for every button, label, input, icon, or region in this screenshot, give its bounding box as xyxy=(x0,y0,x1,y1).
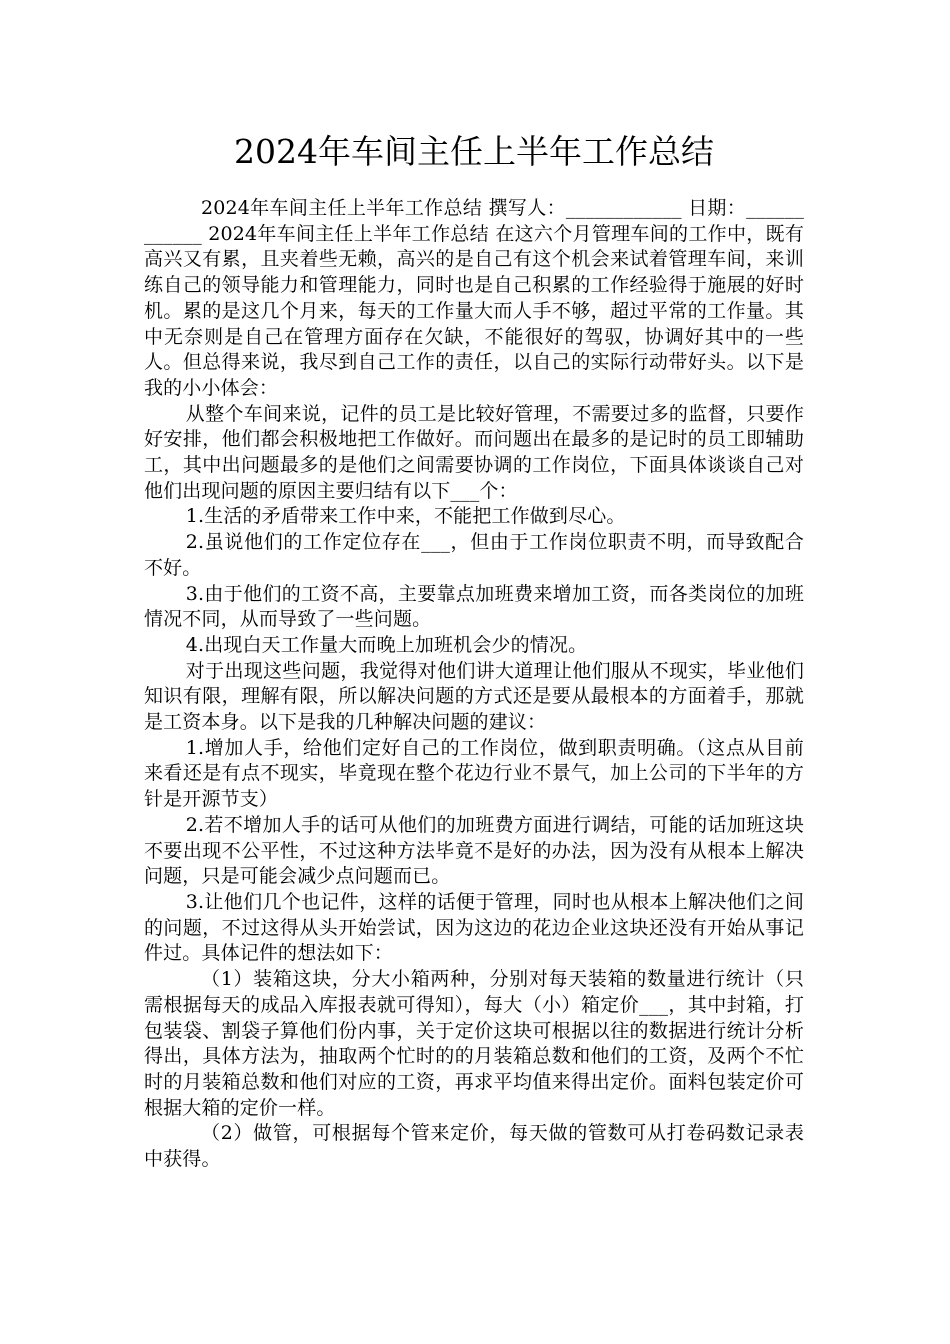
paragraph-problem-1: 1.生活的矛盾带来工作中来，不能把工作做到尽心。 xyxy=(185,505,626,528)
paragraph-piecework-1: （1）装箱这块，分大小箱两种，分别对每天装箱的数量进行统计（只需根据每天的成品入库报表就可得知），每大（小）箱定价___，其中封箱，打包装袋、割袋子算他们份内事，关于定价这块可根据以往的数据进行统计分析得出，具体方法为，抽取两个忙时的的月装箱总数和他们的工资，及两个不忙时的月装箱总数和他们对应的工资，再求平均值来得出定价。面料包装定价可根据大箱的定价一样。 xyxy=(144,968,804,1119)
paragraph-problem-2: 2.虽说他们的工作定位存在___，但由于工作岗位职责不明，而导致配合不好。 xyxy=(144,531,804,579)
document-page xyxy=(144,0,804,1173)
paragraph-problem-4: 4.出现白天工作量大而晚上加班机会少的情况。 xyxy=(185,633,588,656)
paragraph-piecework-2: （2）做管，可根据每个管来定价，每天做的管数可从打卷码数记录表中获得。 xyxy=(144,1122,804,1171)
paragraph-suggestion-intro: 对于出现这些问题，我觉得对他们讲大道理让他们服从不现实，毕业他们知识有限，理解有限，所以解决问题的方式还是要从最根本的方面着手，那就是工资本身。以下是我的几种解决问题的建议： xyxy=(144,659,804,734)
document-title: 2024年车间主任上半年工作总结 xyxy=(234,132,714,171)
paragraph-problem-3: 3.由于他们的工资不高，主要靠点加班费来增加工资，而各类岗位的加班情况不同，从而导致了一些问题。 xyxy=(144,582,804,631)
paragraph-suggestion-1: 1.增加人手，给他们定好自己的工作岗位，做到职责明确。（这点从目前来看还是有点不现实，毕竟现在整个花边行业不景气，加上公司的下半年的方针是开源节支） xyxy=(144,736,804,811)
document-body xyxy=(144,196,804,1173)
paragraph-suggestion-3: 3.让他们几个也记件，这样的话便于管理，同时也从根本上解决他们之间的问题，不过这得从头开始尝试，因为这边的花边企业这块还没有开始从事记件过。具体记件的想法如下： xyxy=(144,890,804,965)
paragraph-intro: 2024年车间主任上半年工作总结 撰写人：____________ 日期：____________ 2024年车间主任上半年工作总结 在这六个月管理车间的工作中，既有高兴又有累，且夹着些无赖，高兴的是自己有这个机会来试着管理车间，来训练自己的领导能力和管理能力，同时也是自己积累的工作经验得于施展的好时机。累的是这几个月来，每天的工作量大而人手不够，超过平常的工作量。其中无奈则是自己在管理方面存在欠缺，不能很好的驾驭，协调好其中的一些人。但总得来说，我尽到自己工作的责任，以自己的实际行动带好头。以下是我的小小体会： xyxy=(144,197,804,399)
paragraph-suggestion-2: 2.若不增加人手的话可从他们的加班费方面进行调结，可能的话加班这块不要出现不公平性，不过这种方法毕竟不是好的办法，因为没有从根本上解决问题，只是可能会减少点问题而已。 xyxy=(144,813,804,888)
paragraph-overview: 从整个车间来说，记件的员工是比较好管理，不需要过多的监督，只要作好安排，他们都会积极地把工作做好。而问题出在最多的是记时的员工即辅助工，其中出问题最多的是他们之间需要协调的工作岗位，下面具体谈谈自己对他们出现问题的原因主要归结有以下___个： xyxy=(144,402,804,502)
